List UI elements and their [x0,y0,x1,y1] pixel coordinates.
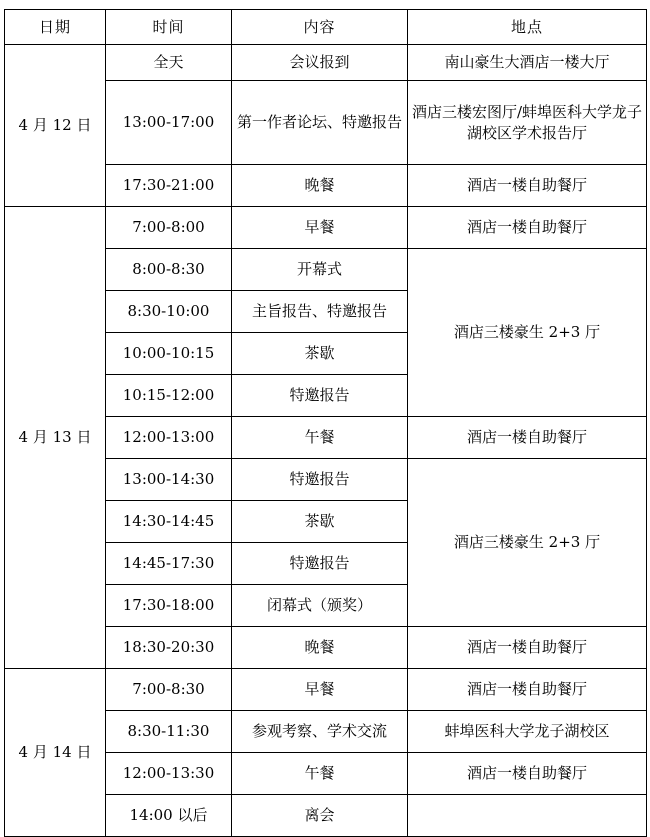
time-cell: 10:15-12:00 [106,375,232,417]
place-cell: 酒店一楼自助餐厅 [408,627,647,669]
time-cell: 12:00-13:30 [106,753,232,795]
place-cell: 酒店一楼自助餐厅 [408,207,647,249]
content-cell: 主旨报告、特邀报告 [232,291,408,333]
time-cell: 8:30-10:00 [106,291,232,333]
place-cell: 酒店一楼自助餐厅 [408,165,647,207]
time-cell: 13:00-14:30 [106,459,232,501]
content-cell: 第一作者论坛、特邀报告 [232,81,408,165]
content-cell: 晚餐 [232,627,408,669]
content-cell: 特邀报告 [232,459,408,501]
content-cell: 早餐 [232,207,408,249]
place-cell: 酒店三楼豪生 2+3 厅 [408,249,647,417]
header-place: 地点 [408,10,647,45]
place-cell: 酒店一楼自助餐厅 [408,417,647,459]
place-cell: 酒店三楼豪生 2+3 厅 [408,459,647,627]
content-cell: 开幕式 [232,249,408,291]
content-cell: 午餐 [232,417,408,459]
content-cell: 参观考察、学术交流 [232,711,408,753]
content-cell: 茶歇 [232,333,408,375]
content-cell: 早餐 [232,669,408,711]
time-cell: 8:00-8:30 [106,249,232,291]
content-cell: 特邀报告 [232,543,408,585]
time-cell: 10:00-10:15 [106,333,232,375]
header-content: 内容 [232,10,408,45]
place-cell: 酒店一楼自助餐厅 [408,669,647,711]
time-cell: 12:00-13:00 [106,417,232,459]
content-cell: 会议报到 [232,45,408,81]
header-time: 时间 [106,10,232,45]
time-cell: 14:45-17:30 [106,543,232,585]
table-row [5,669,647,711]
content-cell: 特邀报告 [232,375,408,417]
date-cell: 4 月 14 日 [5,669,106,837]
time-cell: 13:00-17:00 [106,81,232,165]
time-cell: 17:30-21:00 [106,165,232,207]
table-row [5,45,647,81]
time-cell: 18:30-20:30 [106,627,232,669]
place-cell [408,795,647,837]
schedule-table [4,9,647,837]
content-cell: 离会 [232,795,408,837]
time-cell: 14:00 以后 [106,795,232,837]
content-cell: 午餐 [232,753,408,795]
time-cell: 8:30-11:30 [106,711,232,753]
time-cell: 全天 [106,45,232,81]
time-cell: 14:30-14:45 [106,501,232,543]
date-cell: 4 月 13 日 [5,207,106,669]
content-cell: 闭幕式（颁奖） [232,585,408,627]
time-cell: 7:00-8:30 [106,669,232,711]
content-cell: 茶歇 [232,501,408,543]
header-date: 日期 [5,10,106,45]
place-cell: 酒店一楼自助餐厅 [408,753,647,795]
header-row [5,10,647,45]
time-cell: 7:00-8:00 [106,207,232,249]
content-cell: 晚餐 [232,165,408,207]
place-cell: 南山豪生大酒店一楼大厅 [408,45,647,81]
place-cell: 酒店三楼宏图厅/蚌埠医科大学龙子湖校区学术报告厅 [408,81,647,165]
table-row [5,207,647,249]
time-cell: 17:30-18:00 [106,585,232,627]
place-cell: 蚌埠医科大学龙子湖校区 [408,711,647,753]
date-cell: 4 月 12 日 [5,45,106,207]
